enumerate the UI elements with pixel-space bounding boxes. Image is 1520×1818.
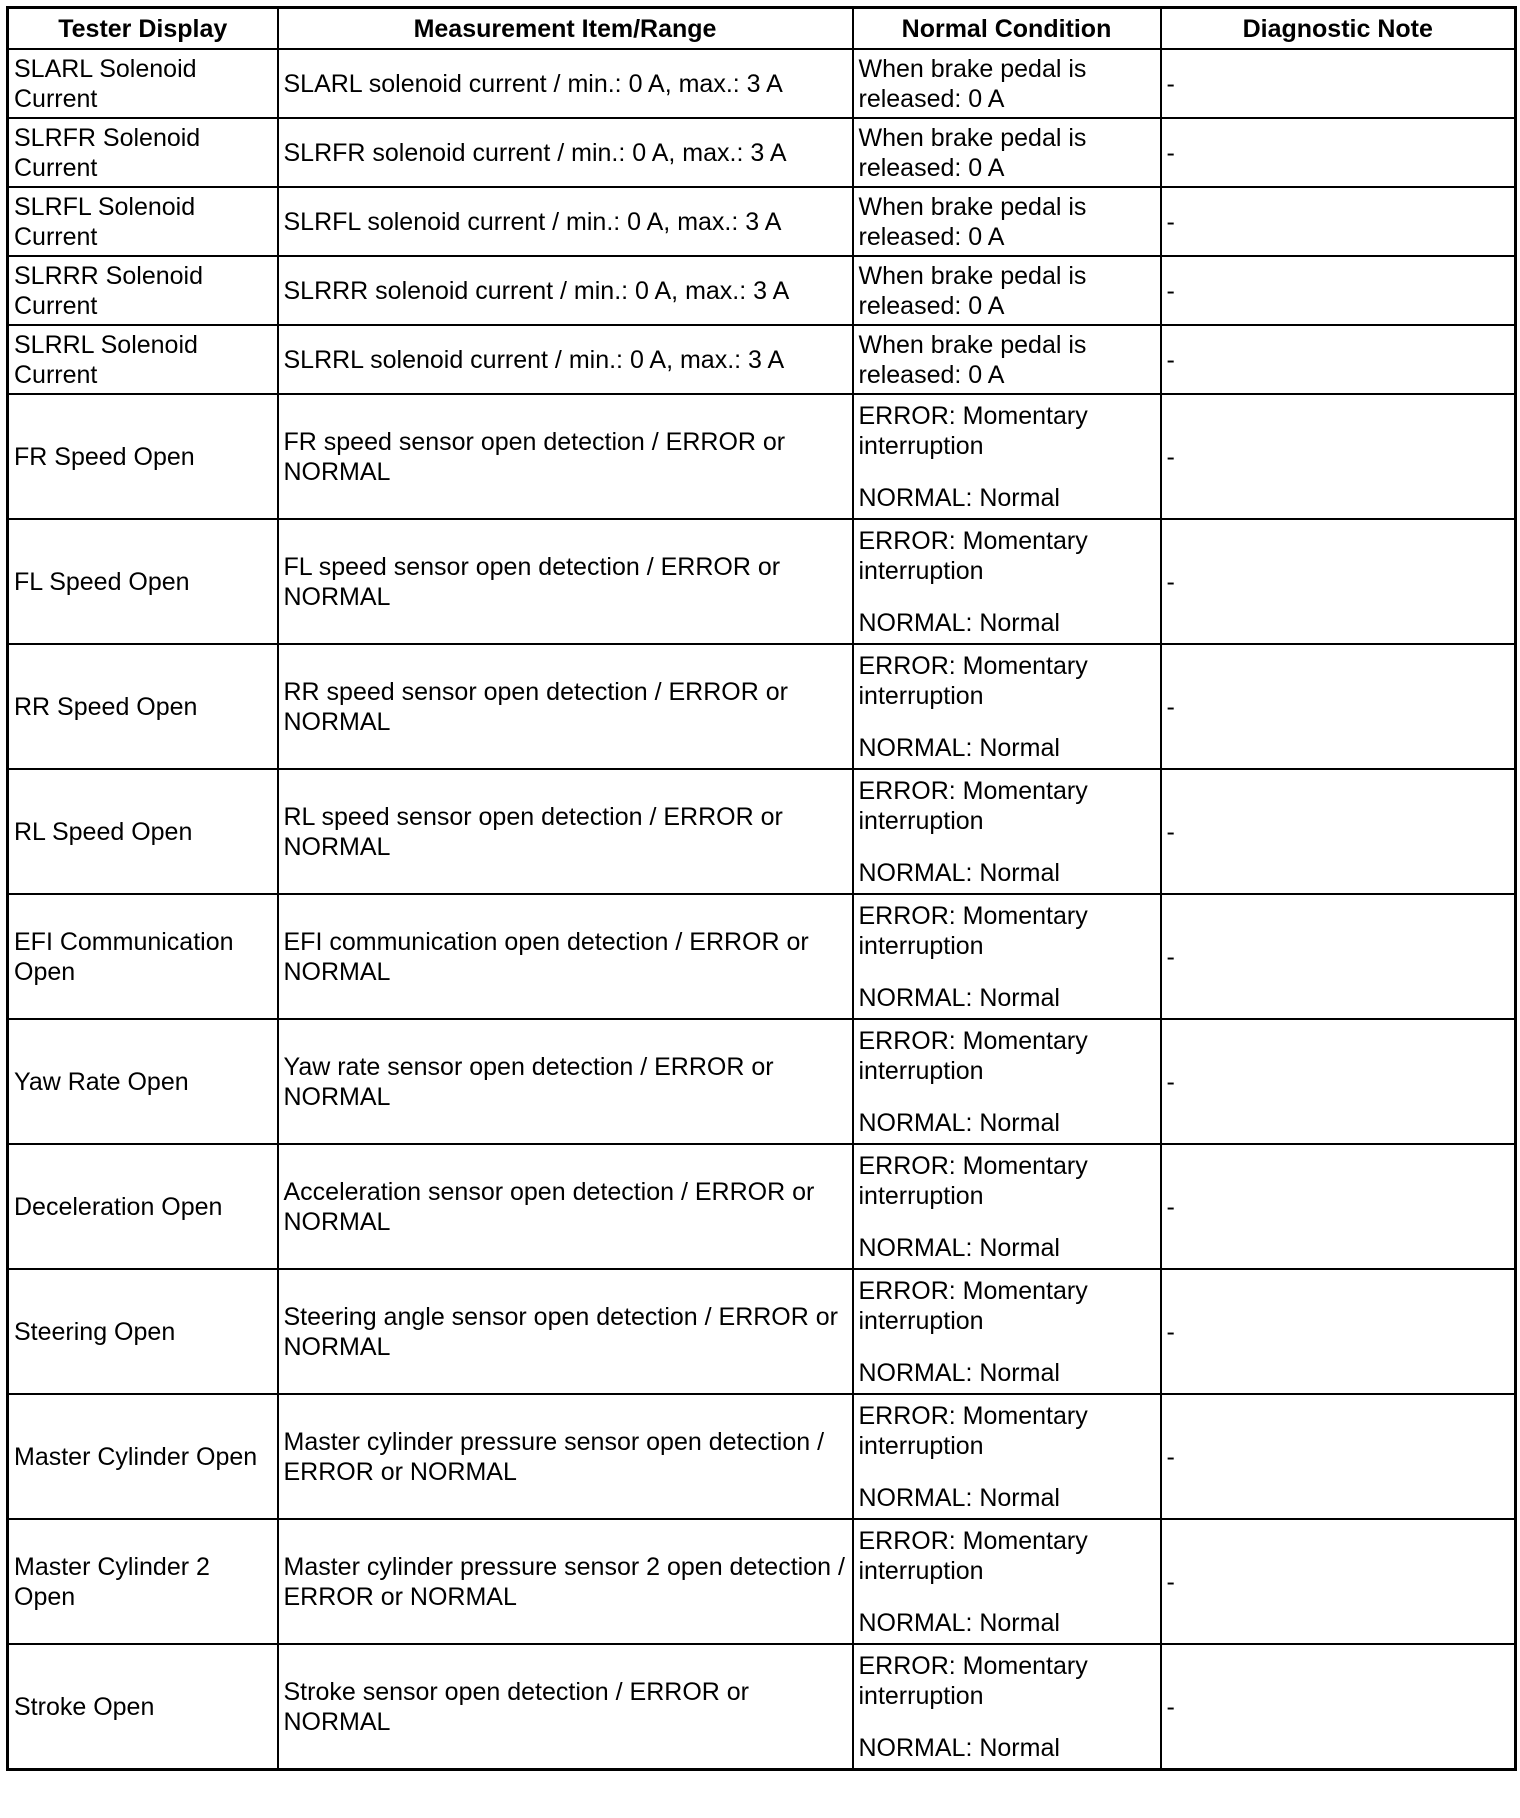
header-tester-display: Tester Display: [8, 8, 278, 50]
cell-normal-condition: [853, 769, 1161, 894]
table-row: [8, 187, 1516, 256]
cell-normal-condition: [853, 1019, 1161, 1144]
cell-tester-display: SLARL Solenoid Current: [8, 49, 278, 118]
table-row: [8, 256, 1516, 325]
cell-diagnostic-note: -: [1161, 519, 1516, 644]
condition-error-text: ERROR: Momentary interruption: [858, 776, 1088, 835]
cell-measurement: SLARL solenoid current / min.: 0 A, max.: 3 A: [278, 49, 853, 118]
data-list-table: [6, 6, 1517, 1771]
condition-normal-text: NORMAL: Normal: [858, 1733, 1060, 1762]
header-diagnostic-note: Diagnostic Note: [1161, 8, 1516, 50]
cell-measurement: FL speed sensor open detection / ERROR or NORMAL: [278, 519, 853, 644]
cell-normal-condition: [853, 1394, 1161, 1519]
cell-diagnostic-note: -: [1161, 1394, 1516, 1519]
cell-normal-condition: When brake pedal is released: 0 A: [853, 256, 1161, 325]
cell-measurement: EFI communication open detection / ERROR or NORMAL: [278, 894, 853, 1019]
table-row: [8, 1394, 1516, 1519]
cell-normal-condition: [853, 1144, 1161, 1269]
cell-tester-display: RL Speed Open: [8, 769, 278, 894]
table-row: [8, 1644, 1516, 1770]
cell-diagnostic-note: -: [1161, 1644, 1516, 1770]
cell-diagnostic-note: -: [1161, 1519, 1516, 1644]
condition-error-text: ERROR: Momentary interruption: [858, 1276, 1088, 1335]
cell-normal-condition: When brake pedal is released: 0 A: [853, 49, 1161, 118]
cell-normal-condition: [853, 519, 1161, 644]
cell-measurement: Master cylinder pressure sensor 2 open detection / ERROR or NORMAL: [278, 1519, 853, 1644]
cell-tester-display: EFI Communication Open: [8, 894, 278, 1019]
condition-normal-text: NORMAL: Normal: [858, 1608, 1060, 1637]
table-row: [8, 118, 1516, 187]
cell-tester-display: Stroke Open: [8, 1644, 278, 1770]
table-row: [8, 1519, 1516, 1644]
header-normal-condition: Normal Condition: [853, 8, 1161, 50]
cell-measurement: SLRRL solenoid current / min.: 0 A, max.: 3 A: [278, 325, 853, 394]
table-row: [8, 1019, 1516, 1144]
table-header-row: [8, 8, 1516, 50]
condition-normal-text: NORMAL: Normal: [858, 608, 1060, 637]
cell-tester-display: SLRFL Solenoid Current: [8, 187, 278, 256]
header-measurement: Measurement Item/Range: [278, 8, 853, 50]
cell-measurement: FR speed sensor open detection / ERROR or NORMAL: [278, 394, 853, 519]
cell-tester-display: FL Speed Open: [8, 519, 278, 644]
cell-measurement: SLRFR solenoid current / min.: 0 A, max.: 3 A: [278, 118, 853, 187]
cell-diagnostic-note: -: [1161, 325, 1516, 394]
cell-normal-condition: [853, 1644, 1161, 1770]
condition-normal-text: NORMAL: Normal: [858, 858, 1060, 887]
cell-diagnostic-note: -: [1161, 894, 1516, 1019]
cell-normal-condition: [853, 894, 1161, 1019]
cell-tester-display: Deceleration Open: [8, 1144, 278, 1269]
cell-normal-condition: [853, 644, 1161, 769]
condition-error-text: ERROR: Momentary interruption: [858, 1526, 1088, 1585]
cell-normal-condition: [853, 1269, 1161, 1394]
cell-diagnostic-note: -: [1161, 1019, 1516, 1144]
cell-diagnostic-note: -: [1161, 1269, 1516, 1394]
condition-error-text: ERROR: Momentary interruption: [858, 1151, 1088, 1210]
table-row: [8, 894, 1516, 1019]
cell-measurement: SLRFL solenoid current / min.: 0 A, max.: 3 A: [278, 187, 853, 256]
cell-diagnostic-note: -: [1161, 256, 1516, 325]
cell-measurement: RR speed sensor open detection / ERROR or NORMAL: [278, 644, 853, 769]
table-row: [8, 1269, 1516, 1394]
condition-error-text: ERROR: Momentary interruption: [858, 651, 1088, 710]
cell-normal-condition: When brake pedal is released: 0 A: [853, 118, 1161, 187]
table-row: [8, 1144, 1516, 1269]
condition-normal-text: NORMAL: Normal: [858, 1483, 1060, 1512]
condition-error-text: ERROR: Momentary interruption: [858, 1401, 1088, 1460]
cell-measurement: Acceleration sensor open detection / ERROR or NORMAL: [278, 1144, 853, 1269]
condition-error-text: ERROR: Momentary interruption: [858, 401, 1088, 460]
condition-normal-text: NORMAL: Normal: [858, 1233, 1060, 1262]
cell-tester-display: Steering Open: [8, 1269, 278, 1394]
condition-error-text: ERROR: Momentary interruption: [858, 901, 1088, 960]
condition-error-text: ERROR: Momentary interruption: [858, 526, 1088, 585]
table-row: [8, 519, 1516, 644]
cell-measurement: Steering angle sensor open detection / ERROR or NORMAL: [278, 1269, 853, 1394]
cell-tester-display: FR Speed Open: [8, 394, 278, 519]
table-row: [8, 644, 1516, 769]
cell-diagnostic-note: -: [1161, 49, 1516, 118]
cell-measurement: Stroke sensor open detection / ERROR or NORMAL: [278, 1644, 853, 1770]
table-row: [8, 394, 1516, 519]
cell-measurement: SLRRR solenoid current / min.: 0 A, max.: 3 A: [278, 256, 853, 325]
cell-tester-display: SLRRR Solenoid Current: [8, 256, 278, 325]
cell-measurement: Yaw rate sensor open detection / ERROR or NORMAL: [278, 1019, 853, 1144]
table-row: [8, 49, 1516, 118]
table-row: [8, 769, 1516, 894]
cell-tester-display: Master Cylinder 2 Open: [8, 1519, 278, 1644]
cell-tester-display: SLRRL Solenoid Current: [8, 325, 278, 394]
cell-normal-condition: [853, 394, 1161, 519]
cell-tester-display: Yaw Rate Open: [8, 1019, 278, 1144]
condition-normal-text: NORMAL: Normal: [858, 1358, 1060, 1387]
condition-error-text: ERROR: Momentary interruption: [858, 1651, 1088, 1710]
cell-diagnostic-note: -: [1161, 1144, 1516, 1269]
condition-normal-text: NORMAL: Normal: [858, 1108, 1060, 1137]
cell-normal-condition: When brake pedal is released: 0 A: [853, 325, 1161, 394]
condition-normal-text: NORMAL: Normal: [858, 983, 1060, 1012]
cell-diagnostic-note: -: [1161, 644, 1516, 769]
cell-measurement: RL speed sensor open detection / ERROR or NORMAL: [278, 769, 853, 894]
cell-normal-condition: When brake pedal is released: 0 A: [853, 187, 1161, 256]
table-row: [8, 325, 1516, 394]
condition-error-text: ERROR: Momentary interruption: [858, 1026, 1088, 1085]
cell-normal-condition: [853, 1519, 1161, 1644]
cell-tester-display: Master Cylinder Open: [8, 1394, 278, 1519]
cell-diagnostic-note: -: [1161, 118, 1516, 187]
cell-diagnostic-note: -: [1161, 394, 1516, 519]
cell-tester-display: RR Speed Open: [8, 644, 278, 769]
condition-normal-text: NORMAL: Normal: [858, 733, 1060, 762]
cell-diagnostic-note: -: [1161, 187, 1516, 256]
cell-measurement: Master cylinder pressure sensor open detection / ERROR or NORMAL: [278, 1394, 853, 1519]
cell-diagnostic-note: -: [1161, 769, 1516, 894]
condition-normal-text: NORMAL: Normal: [858, 483, 1060, 512]
cell-tester-display: SLRFR Solenoid Current: [8, 118, 278, 187]
